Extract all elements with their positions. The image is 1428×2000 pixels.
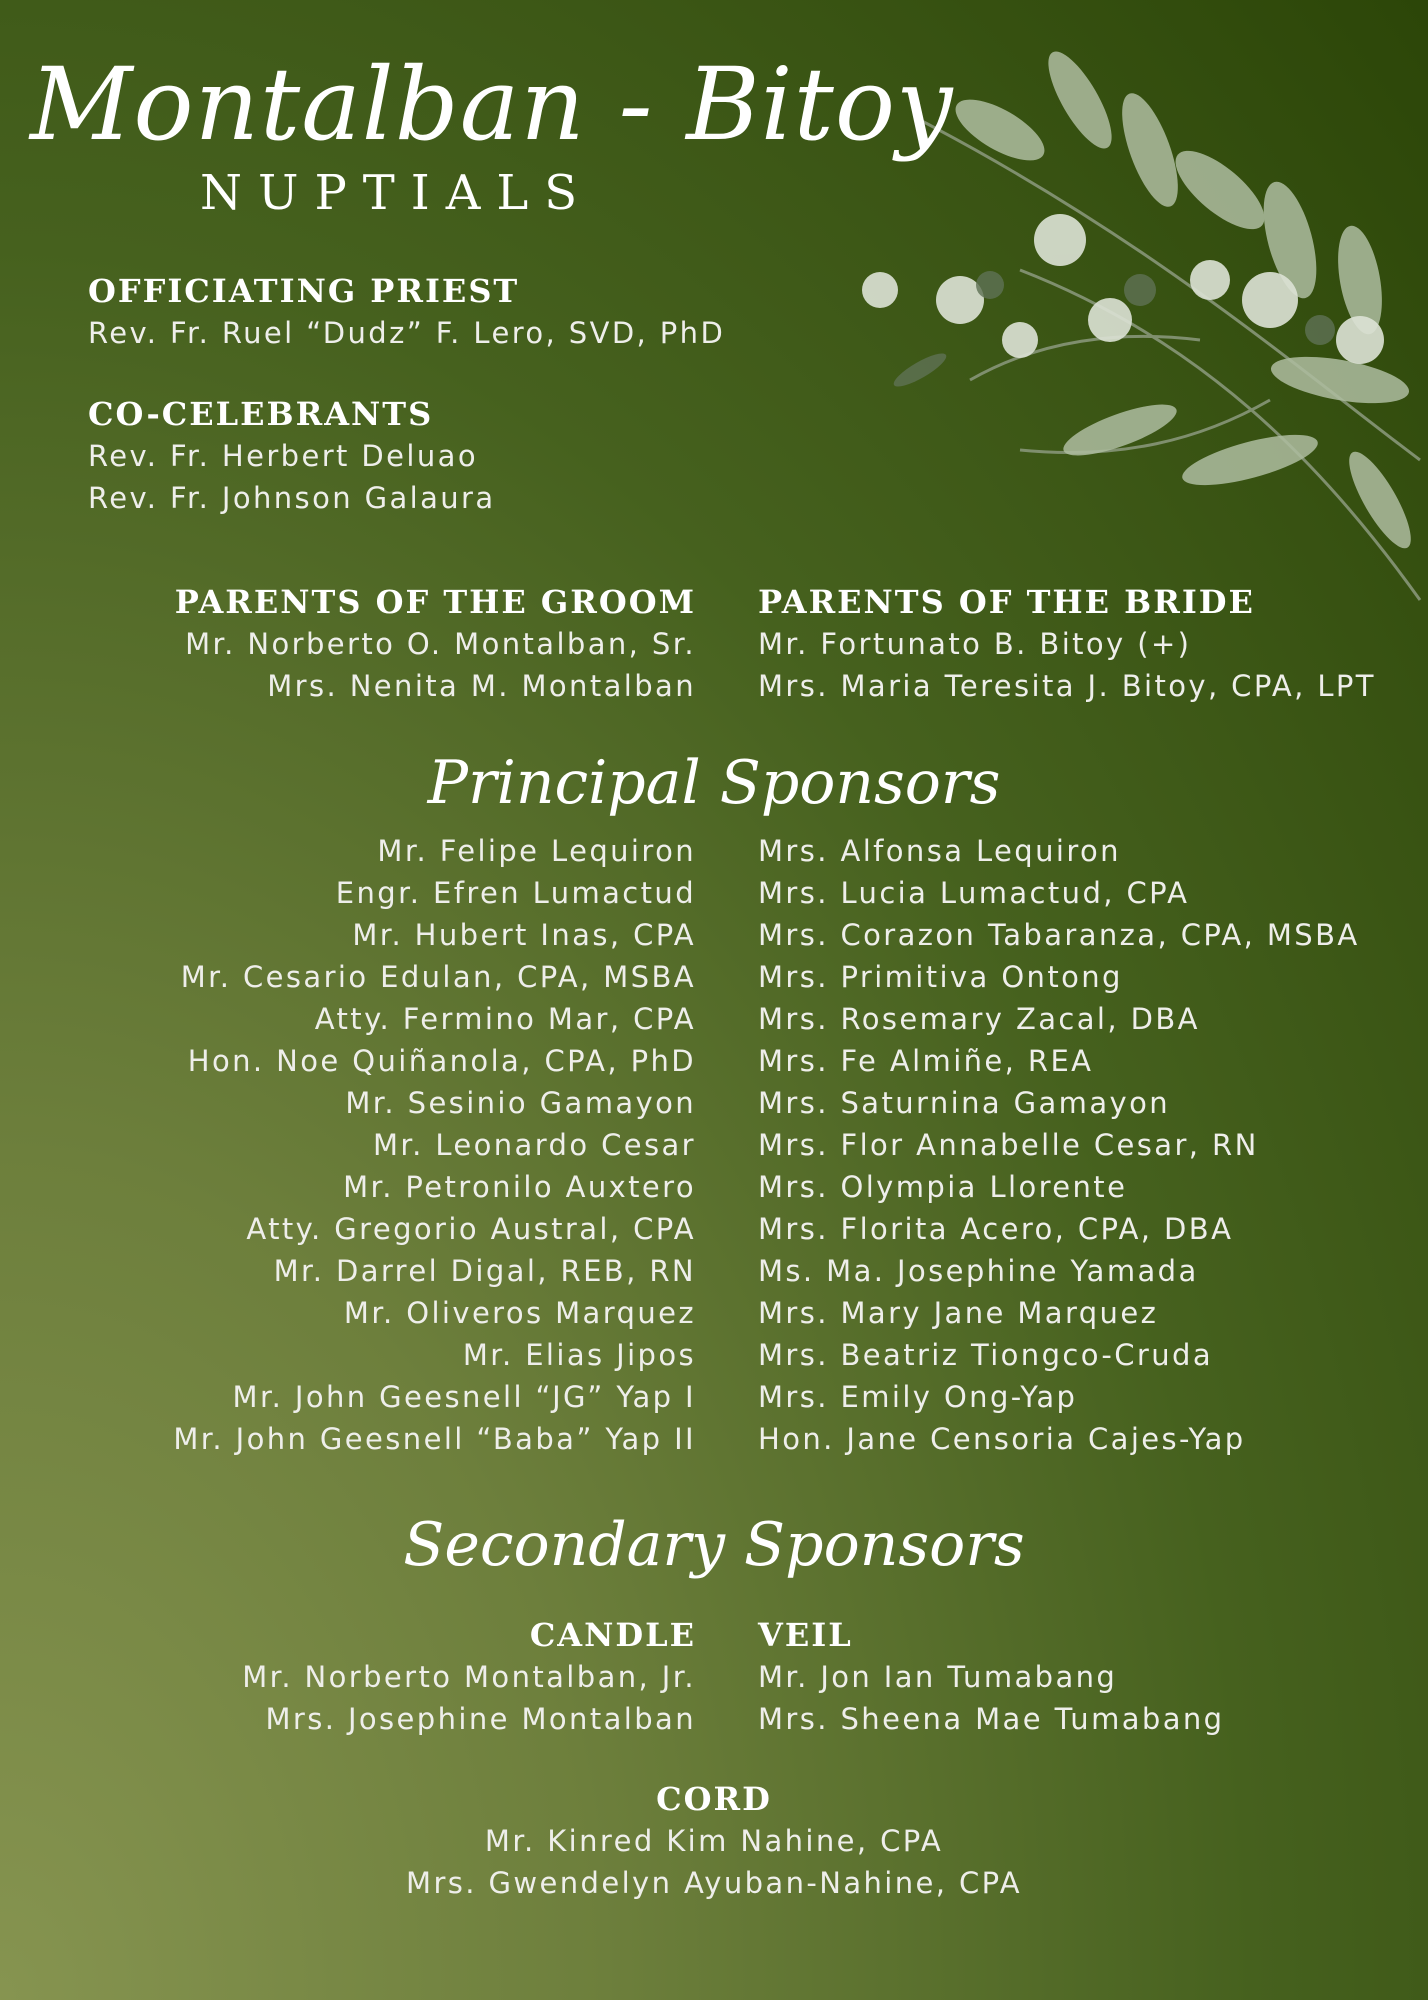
sponsor-name: Mr. John Geesnell “JG” Yap I [232,1380,696,1414]
parent-name: Mrs. Nenita M. Montalban [267,669,696,703]
sponsor-name: Mr. Darrel Digal, REB, RN [273,1254,696,1288]
sponsor-name: Atty. Gregorio Austral, CPA [246,1212,696,1246]
sponsor-name: Mrs. Lucia Lumactud, CPA [758,876,1190,910]
page-title: Montalban - Bitoy [30,46,954,163]
parent-name: Mr. Norberto O. Montalban, Sr. [185,627,696,661]
cord-heading: CORD [656,1780,772,1818]
sponsor-name: Mrs. Gwendelyn Ayuban-Nahine, CPA [406,1866,1022,1900]
sponsor-name: Atty. Fermino Mar, CPA [314,1002,696,1036]
cocelebrants-section [88,393,496,519]
sponsor-name: Mrs. Saturnina Gamayon [758,1086,1170,1120]
parents-bride-section [758,581,1376,707]
sponsor-name: Mrs. Alfonsa Lequiron [758,834,1121,868]
sponsor-name: Mrs. Rosemary Zacal, DBA [758,1002,1200,1036]
officiating-heading: OFFICIATING PRIEST [88,272,520,310]
cocelebrant-name: Rev. Fr. Johnson Galaura [88,481,496,515]
cord-section [0,1778,1428,1904]
secondary-sponsors-heading: Secondary Sponsors [403,1510,1025,1580]
sponsor-name: Hon. Noe Quiñanola, CPA, PhD [187,1044,696,1078]
sponsor-name: Mr. Norberto Montalban, Jr. [242,1660,696,1694]
cocelebrant-name: Rev. Fr. Herbert Deluao [88,439,478,473]
sponsor-name: Mr. Jon Ian Tumabang [758,1660,1118,1694]
candle-section [242,1614,696,1740]
sponsor-name: Mrs. Florita Acero, CPA, DBA [758,1212,1234,1246]
sponsor-name: Mrs. Mary Jane Marquez [758,1296,1159,1330]
principal-sponsors-heading: Principal Sponsors [427,748,1001,818]
sponsor-name: Mr. Hubert Inas, CPA [352,918,696,952]
sponsor-name: Mrs. Emily Ong-Yap [758,1380,1078,1414]
sponsor-name: Mrs. Flor Annabelle Cesar, RN [758,1128,1259,1162]
cocelebrants-heading: CO-CELEBRANTS [88,395,434,433]
sponsor-name: Mrs. Corazon Tabaranza, CPA, MSBA [758,918,1360,952]
officiating-name: Rev. Fr. Ruel “Dudz” F. Lero, SVD, PhD [88,316,726,350]
sponsor-name: Mrs. Fe Almiñe, REA [758,1044,1094,1078]
officiating-section [88,270,725,354]
principal-sponsors-right [758,830,1360,1460]
sponsor-name: Mr. Oliveros Marquez [343,1296,696,1330]
sponsor-name: Mrs. Primitiva Ontong [758,960,1123,994]
parent-name: Mrs. Maria Teresita J. Bitoy, CPA, LPT [758,669,1376,703]
parent-name: Mr. Fortunato B. Bitoy (+) [758,627,1192,661]
principal-sponsors-left [173,830,696,1460]
sponsor-name: Mr. Felipe Lequiron [377,834,696,868]
candle-heading: CANDLE [529,1616,696,1654]
sponsor-name: Mr. Cesario Edulan, CPA, MSBA [180,960,696,994]
veil-heading: VEIL [758,1616,853,1654]
parents-groom-section [175,581,696,707]
parents-bride-heading: PARENTS OF THE BRIDE [758,583,1255,621]
sponsor-name: Ms. Ma. Josephine Yamada [758,1254,1199,1288]
sponsor-name: Mrs. Beatriz Tiongco-Cruda [758,1338,1214,1372]
sponsor-name: Mrs. Josephine Montalban [265,1702,696,1736]
sponsor-name: Mrs. Olympia Llorente [758,1170,1128,1204]
veil-section [758,1614,1224,1740]
sponsor-name: Hon. Jane Censoria Cajes-Yap [758,1422,1246,1456]
sponsor-name: Mr. Petronilo Auxtero [343,1170,696,1204]
sponsor-name: Mr. John Geesnell “Baba” Yap II [173,1422,696,1456]
sponsor-name: Engr. Efren Lumactud [335,876,696,910]
sponsor-name: Mrs. Sheena Mae Tumabang [758,1702,1225,1736]
sponsor-name: Mr. Kinred Kim Nahine, CPA [484,1824,944,1858]
sponsor-name: Mr. Sesinio Gamayon [345,1086,696,1120]
sponsor-name: Mr. Leonardo Cesar [373,1128,696,1162]
parents-groom-heading: PARENTS OF THE GROOM [174,583,696,621]
sponsor-name: Mr. Elias Jipos [462,1338,696,1372]
page-subtitle: NUPTIALS [200,165,594,221]
